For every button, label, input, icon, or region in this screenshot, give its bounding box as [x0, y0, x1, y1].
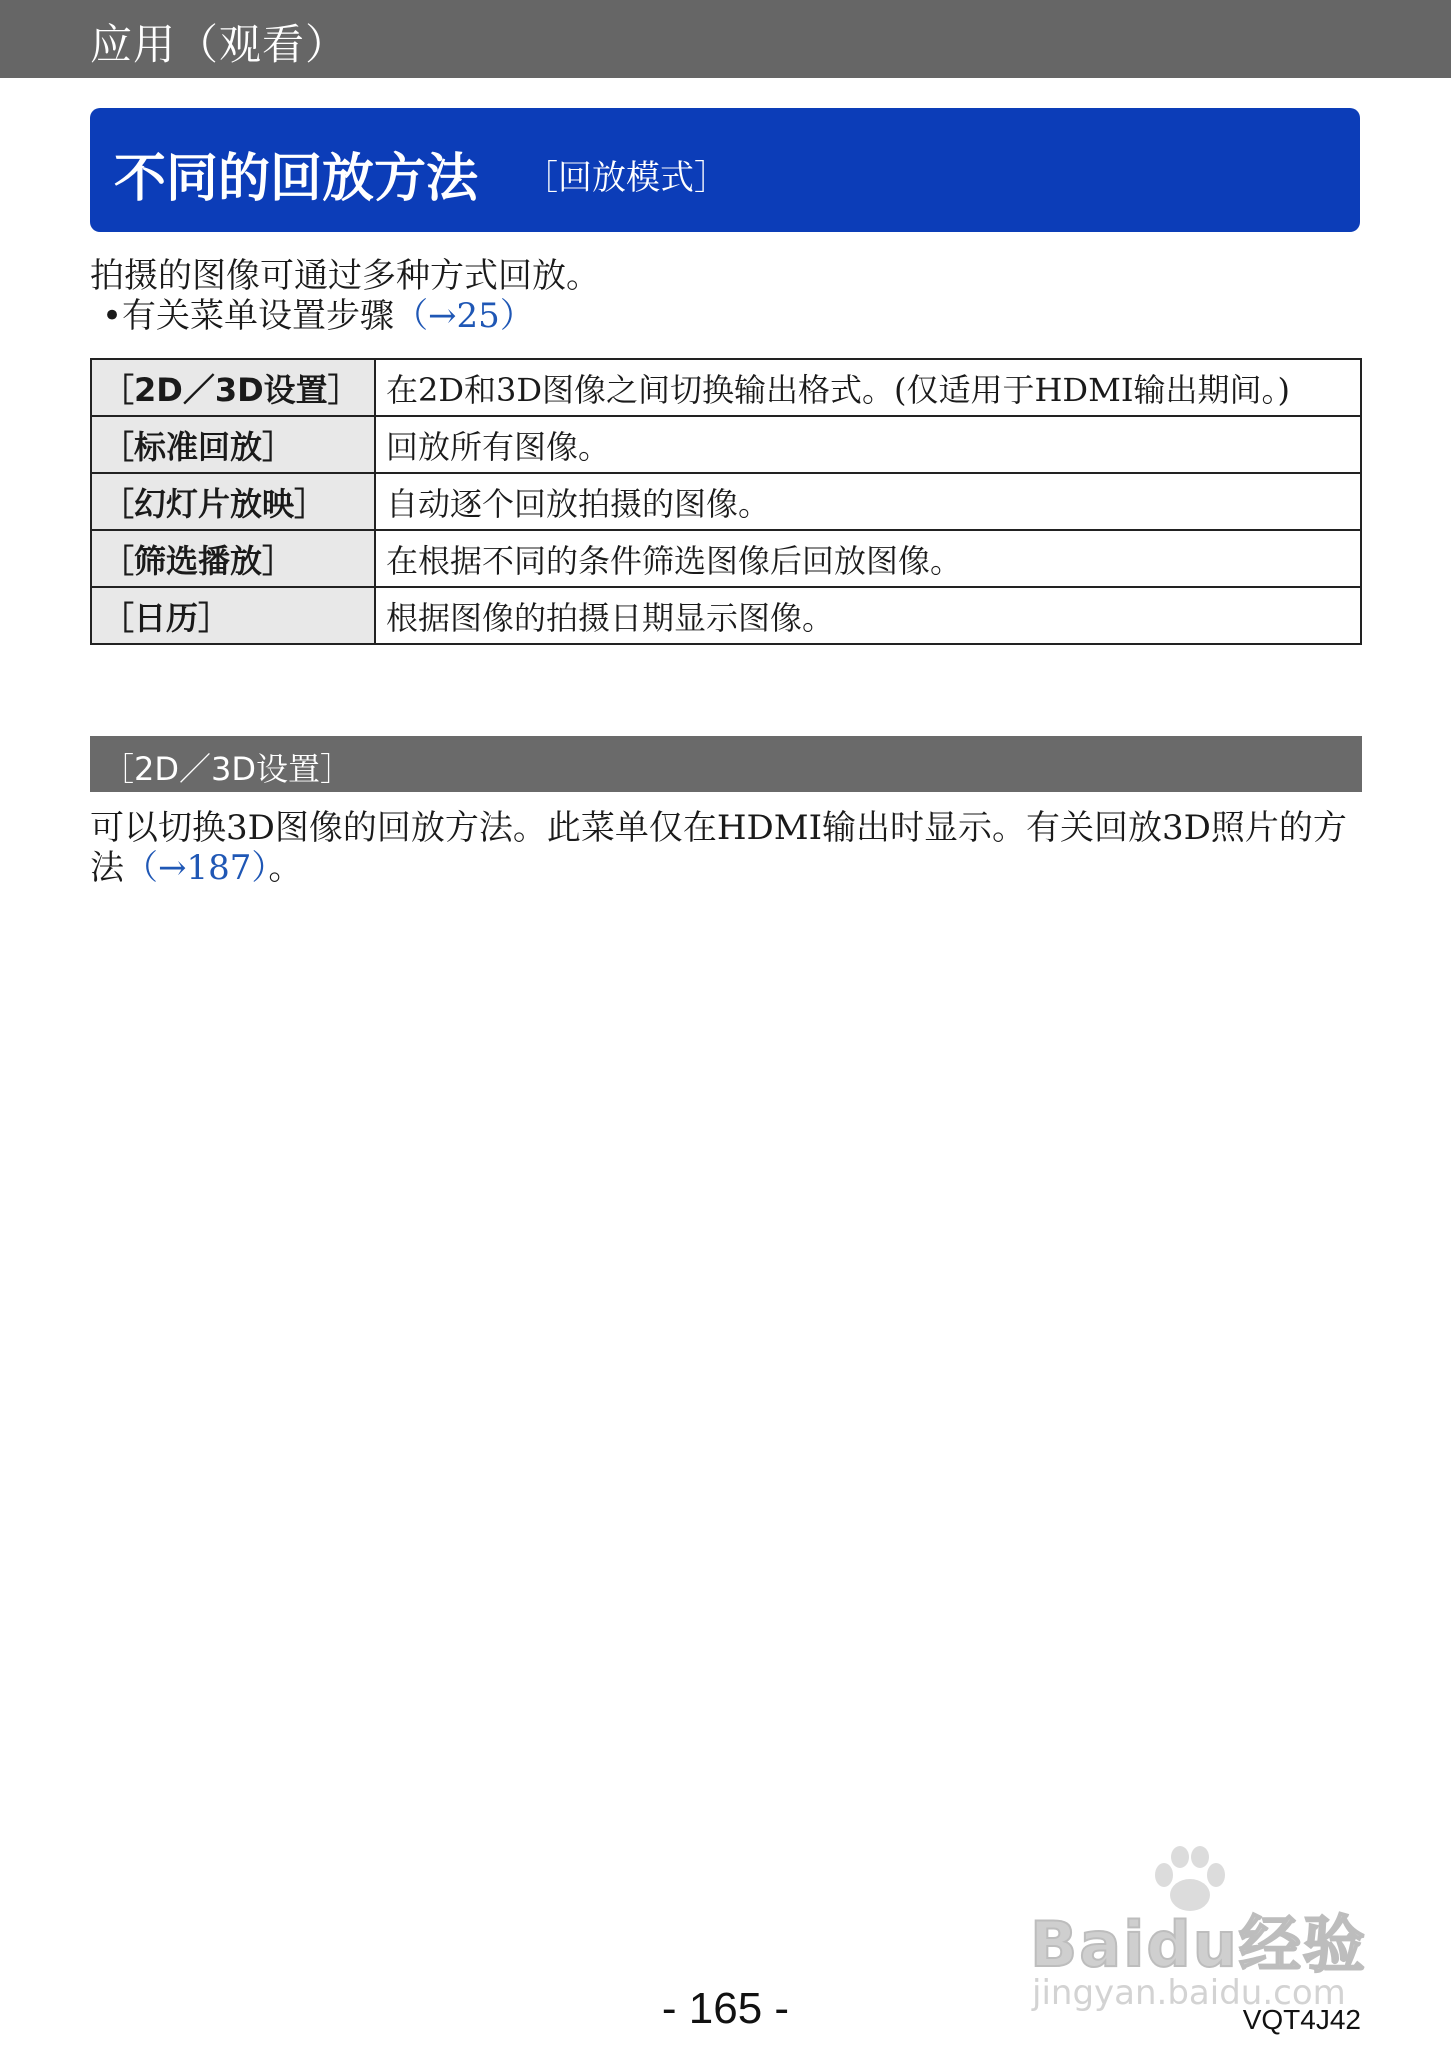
page-number: - 165 - [661, 1984, 790, 2033]
table-key-cell: ［2D／3D设置］ [91, 359, 375, 416]
page-ref-link[interactable]: （→25） [394, 296, 534, 336]
header-title: 应用（观看） [90, 20, 349, 69]
table-row [91, 530, 1361, 587]
table-row [91, 359, 1361, 416]
table-key-cell: ［幻灯片放映］ [91, 473, 375, 530]
table-value-cell: 根据图像的拍摄日期显示图像。 [375, 587, 1361, 644]
intro-bullet-text: •有关菜单设置步骤 [102, 296, 395, 336]
intro-line: 拍摄的图像可通过多种方式回放。 [90, 256, 600, 296]
table-key-cell: ［标准回放］ [91, 416, 375, 473]
watermark-logo: Baidu经验 [1030, 1908, 1367, 1981]
section-header [90, 736, 1362, 792]
page-subtitle: ［回放模式］ [524, 158, 728, 198]
table-row [91, 587, 1361, 644]
table-value-cell: 在根据不同的条件筛选图像后回放图像。 [375, 530, 1361, 587]
table-key-cell: ［筛选播放］ [91, 530, 375, 587]
section-body-line [90, 848, 1370, 888]
table-row [91, 416, 1361, 473]
header-bar [0, 0, 1451, 78]
watermark-url: jingyan.baidu.com [1032, 1973, 1346, 2013]
table-value-cell: 自动逐个回放拍摄的图像。 [375, 473, 1361, 530]
title-banner [90, 108, 1360, 232]
section-body-end: 。 [268, 848, 303, 888]
table-row [91, 473, 1361, 530]
section-body-line: 可以切换3D图像的回放方法。此菜单仅在HDMI输出时显示。有关回放3D照片的方 [90, 808, 1347, 848]
doc-code: VQT4J42 [1242, 2004, 1361, 2035]
table-value-cell: 在2D和3D图像之间切换输出格式。(仅适用于HDMI输出期间。) [375, 359, 1361, 416]
menu-table [90, 358, 1362, 645]
table-value-cell: 回放所有图像。 [375, 416, 1361, 473]
intro-text [90, 256, 1370, 336]
page-ref-link[interactable]: （→187） [124, 848, 269, 888]
page-title: 不同的回放方法 [114, 149, 479, 209]
intro-bullet [90, 296, 1370, 336]
section-body-text: 法 [90, 848, 124, 888]
section-title: ［2D／3D设置］ [102, 750, 353, 788]
section-body [90, 808, 1370, 888]
table-key-cell: ［日历］ [91, 587, 375, 644]
